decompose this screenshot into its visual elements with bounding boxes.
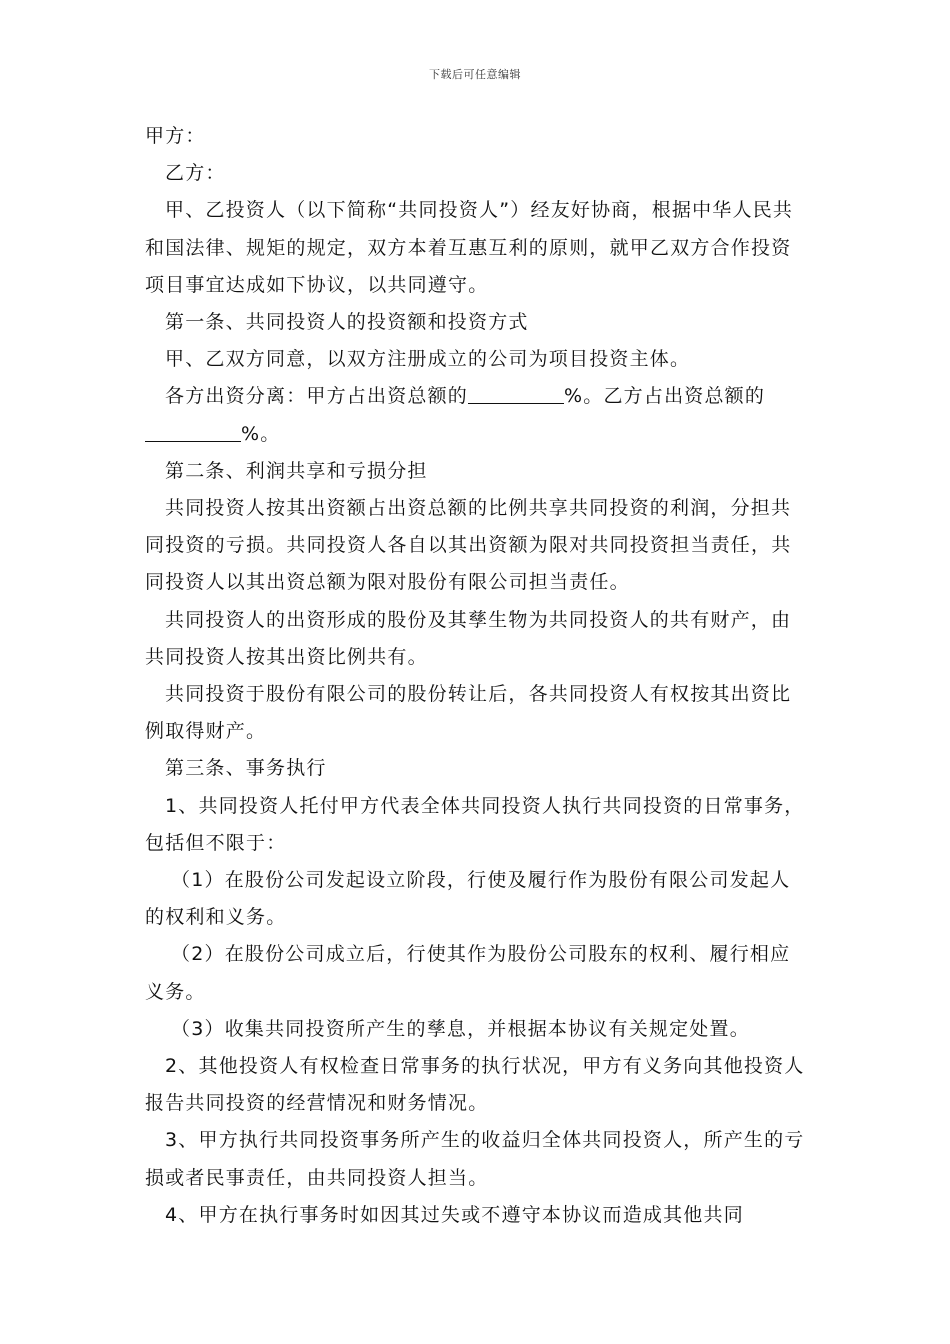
article-2-paragraph-3: 共同投资于股份有限公司的股份转让后，各共同投资人有权按其出资比例取得财产。 (145, 683, 792, 743)
article-2-paragraph-1: 共同投资人按其出资额占出资总额的比例共享共同投资的利润，分担共同投资的亏损。共同投资人各自以其出资额为限对共同投资担当责任，共同投资人以其出资总额为限对股份有限公司担当责任。 (145, 497, 792, 594)
ratio-text-c: %。 (241, 422, 281, 445)
article-3-subitem-3: （3）收集共同投资所产生的孳息，并根据本协议有关规定处置。 (171, 1017, 750, 1040)
article-3-subitem-2: （2）在股份公司成立后，行使其作为股份公司股东的权利、履行相应义务。 (145, 943, 791, 1003)
article-1-paragraph-1: 甲、乙双方同意，以双方注册成立的公司为项目投资主体。 (165, 348, 691, 371)
article-3-title: 第三条、事务执行 (165, 757, 327, 780)
article-3-item-1: 1、共同投资人托付甲方代表全体共同投资人执行共同投资的日常事务，包括但不限于： (145, 794, 805, 854)
contract-body (145, 118, 810, 1234)
article-3-item-3: 3、甲方执行共同投资事务所产生的收益归全体共同投资人，所产生的亏损或者民事责任，由共同投资人担当。 (145, 1129, 805, 1189)
party-b-ratio-blank[interactable] (145, 421, 241, 442)
intro-paragraph: 甲、乙投资人（以下简称“共同投资人”）经友好协商，根据中华人民共和国法律、规矩的规定，双方本着互惠互利的原则，就甲乙双方合作投资项目事宜达成如下协议，以共同遵守。 (145, 199, 794, 296)
party-a-ratio-blank[interactable] (468, 383, 564, 404)
article-1-paragraph-2 (145, 378, 810, 452)
article-3-item-2: 2、其他投资人有权检查日常事务的执行状况，甲方有义务向其他投资人报告共同投资的经营情况和财务情况。 (145, 1055, 805, 1115)
article-2-paragraph-2: 共同投资人的出资形成的股份及其孳生物为共同投资人的共有财产，由共同投资人按其出资比例共有。 (145, 608, 792, 668)
party-a-line: 甲方： (145, 125, 206, 147)
ratio-text-b: %。乙方占出资总额的 (564, 385, 766, 408)
ratio-text-a: 各方出资分离：甲方占出资总额的 (165, 385, 469, 408)
article-1-title: 第一条、共同投资人的投资额和投资方式 (165, 311, 529, 334)
page-header-note: 下载后可任意编辑 (429, 68, 521, 81)
article-3-item-4: 4、甲方在执行事务时如因其过失或不遵守本协议而造成其他共同 (165, 1203, 744, 1226)
party-b-line: 乙方： (165, 162, 226, 185)
article-3-subitem-1: （1）在股份公司发起设立阶段，行使及履行作为股份有限公司发起人的权利和义务。 (145, 869, 791, 929)
article-2-title: 第二条、利润共享和亏损分担 (165, 459, 428, 482)
